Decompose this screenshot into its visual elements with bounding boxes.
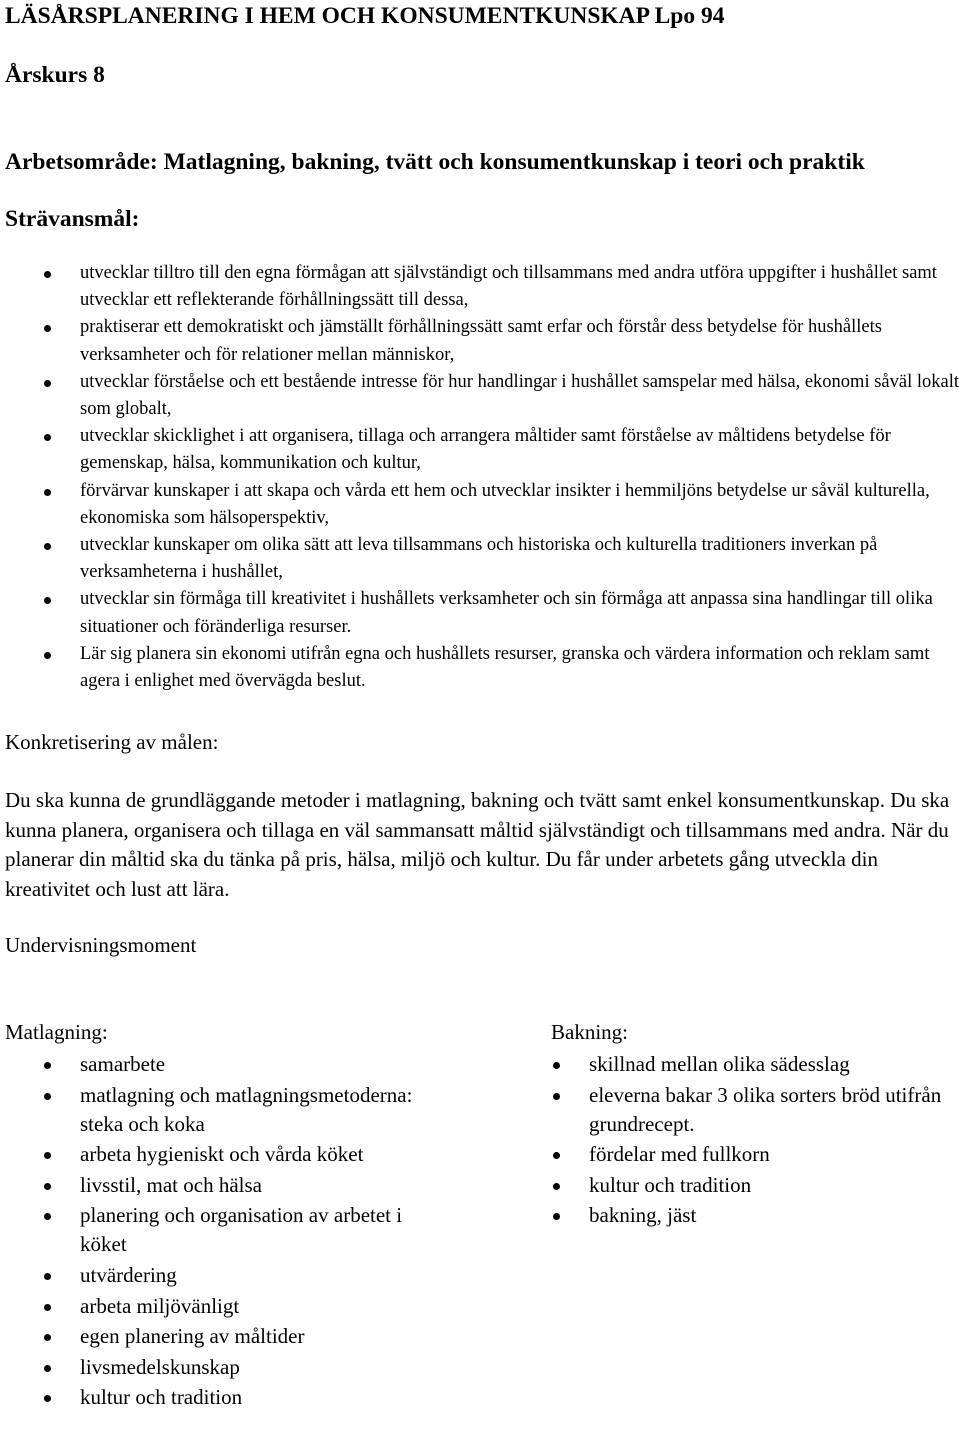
list-item: samarbete [5,1050,445,1079]
list-item: livsmedelskunskap [5,1353,445,1382]
goal-item: praktiserar ett demokratiskt och jämställt förhållningssätt samt erfar och förstår dess betydelse för hushållets verksamheter och för relationer mellan människor, [5,314,960,368]
work-area-heading: Arbetsområde: Matlagning, bakning, tvätt och konsumentkunskap i teori och praktik [5,149,865,175]
goal-item: utvecklar skicklighet i att organisera, tillaga och arrangera måltider samt förståelse av måltidens betydelse för gemenskap, hälsa, kommunikation och kultur, [5,423,960,477]
matlagning-list [5,1050,445,1414]
document-title: LÄSÅRSPLANERING I HEM OCH KONSUMENTKUNSKAP Lpo 94 [5,3,725,29]
goal-item: utvecklar förståelse och ett bestående intresse för hur handlingar i hushållet samspelar med hälsa, ekonomi såväl lokalt som globalt, [5,369,960,423]
bakning-list [514,1050,960,1232]
list-item: matlagning och matlagningsmetoderna: steka och koka [5,1081,445,1139]
matlagning-heading: Matlagning: [5,1020,108,1044]
goal-item: utvecklar tilltro till den egna förmågan att självständigt och tillsammans med andra utföra uppgifter i hushållet samt utvecklar ett reflekterande förhållningssätt till dessa, [5,260,960,314]
list-item: kultur och tradition [514,1171,960,1200]
goals-list [5,260,960,695]
goal-item: Lär sig planera sin ekonomi utifrån egna och hushållets resurser, granska och värdera information och reklam samt agera i enlighet med övervägda beslut. [5,641,960,695]
list-item: bakning, jäst [514,1201,960,1230]
list-item: planering och organisation av arbetet i köket [5,1201,445,1259]
list-item: utvärdering [5,1261,445,1290]
goal-item: förvärvar kunskaper i att skapa och vårda ett hem och utvecklar insikter i hemmiljöns betydelse ur såväl kulturella, ekonomiska som hälsoperspektiv, [5,478,960,532]
list-item: eleverna bakar 3 olika sorters bröd utifrån grundrecept. [514,1081,960,1139]
list-item: livsstil, mat och hälsa [5,1171,445,1200]
goal-item: utvecklar sin förmåga till kreativitet i hushållets verksamheter och sin förmåga att anpassa sina handlingar till olika situationer och föränderliga resurser. [5,586,960,640]
goals-heading: Strävansmål: [5,206,140,232]
list-item: fördelar med fullkorn [514,1140,960,1169]
undervisning-heading: Undervisningsmoment [5,933,197,957]
bakning-heading: Bakning: [551,1020,628,1044]
list-item: arbeta hygieniskt och vårda köket [5,1140,445,1169]
list-item: skillnad mellan olika sädesslag [514,1050,960,1079]
konkretisering-heading: Konkretisering av målen: [5,730,219,754]
list-item: egen planering av måltider [5,1322,445,1351]
konkretisering-paragraph: Du ska kunna de grundläggande metoder i matlagning, bakning och tvätt samt enkel konsumentkunskap. Du ska kunna planera, organisera och tillaga en väl sammansatt måltid självständigt och tillsammans med andra. När du planerar din måltid ska du tänka på pris, hälsa, miljö och kultur. Du får under arbetets gång utveckla din kreativitet och lust att lära. [5,788,950,901]
list-item: kultur och tradition [5,1383,445,1412]
list-item: arbeta miljövänligt [5,1292,445,1321]
goal-item: utvecklar kunskaper om olika sätt att leva tillsammans och historiska och kulturella traditioners inverkan på verksamheterna i hushållet, [5,532,960,586]
grade-heading: Årskurs 8 [5,62,105,88]
